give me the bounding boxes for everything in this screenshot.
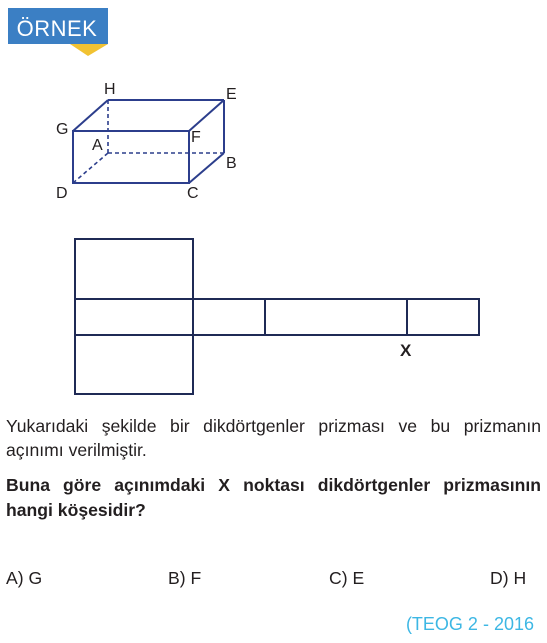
net-point-label: X bbox=[400, 341, 412, 360]
option-a[interactable] bbox=[6, 568, 42, 589]
option-key: B) bbox=[168, 568, 186, 588]
question-text: Buna göre açınımdaki X noktası dikdörtgenler prizmasının hangi köşesidir? bbox=[6, 475, 541, 520]
vertex-label-g: G bbox=[56, 121, 69, 138]
option-key: A) bbox=[6, 568, 24, 588]
vertex-label-f: F bbox=[191, 129, 201, 146]
option-value: G bbox=[28, 568, 43, 588]
option-d[interactable] bbox=[490, 568, 526, 589]
badge-label: ÖRNEK bbox=[16, 16, 98, 41]
vertex-label-a: A bbox=[92, 137, 103, 154]
option-value: E bbox=[352, 568, 365, 588]
vertex-label-h: H bbox=[104, 81, 116, 98]
option-value: H bbox=[513, 568, 527, 588]
option-key: D) bbox=[490, 568, 509, 588]
hidden-edge-da bbox=[73, 153, 108, 183]
edge-gh bbox=[73, 100, 108, 131]
question-stem: Yukarıdaki şekilde bir dikdörtgenler prizması ve bu prizmanın açınımı verilmiştir. bbox=[6, 416, 541, 460]
option-key: C) bbox=[329, 568, 348, 588]
vertex-label-d: D bbox=[56, 185, 68, 202]
option-c[interactable] bbox=[329, 568, 364, 589]
option-value: F bbox=[190, 568, 202, 588]
option-b[interactable] bbox=[168, 568, 201, 589]
vertex-label-c: C bbox=[187, 185, 199, 202]
net-top-flap bbox=[75, 239, 193, 299]
vertex-label-e: E bbox=[226, 86, 237, 103]
edge-fe bbox=[189, 100, 224, 131]
edge-cb bbox=[189, 153, 224, 183]
front-face bbox=[73, 131, 189, 183]
net-bottom-flap bbox=[75, 335, 193, 394]
vertex-label-b: B bbox=[226, 155, 237, 172]
source-citation: (TEOG 2 - 2016 bbox=[405, 614, 534, 634]
prism-net bbox=[75, 239, 479, 394]
net-strip bbox=[75, 299, 479, 335]
